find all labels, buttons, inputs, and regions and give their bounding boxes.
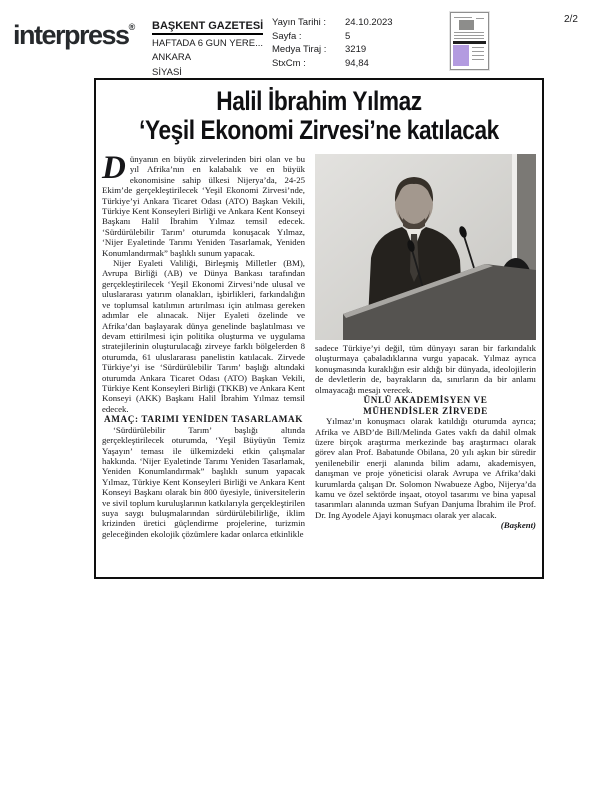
thumbnail-text-line: [454, 35, 484, 36]
thumbnail-text-line: [454, 32, 484, 33]
meta-value: 24.10.2023: [345, 17, 393, 28]
meta-label: StxCm :: [272, 57, 306, 69]
article-column-right: [315, 154, 536, 539]
subheading-unlu-line2: MÜHENDİSLER ZİRVEDE: [363, 405, 488, 416]
thumbnail-text-line: [454, 17, 472, 18]
thumbnail-highlight-region: [453, 45, 469, 66]
publication-city: ANKARA: [152, 52, 192, 64]
meta-row-circulation: [272, 44, 432, 58]
drop-cap: D: [102, 150, 126, 186]
meta-value: 3219: [345, 44, 367, 56]
source-credit: (Başkent): [500, 520, 536, 531]
headline-line-2: ‘Yeşil Ekonomi Zirvesi’ne katılacak: [139, 115, 499, 145]
thumbnail-text-line: [472, 47, 484, 48]
meta-row-stxcm: [272, 58, 432, 72]
article-headline: [102, 87, 536, 145]
source-info-block: [152, 16, 274, 78]
subheading-amac: AMAÇ: TARIMI YENİDEN TASARLAMAK: [103, 414, 304, 425]
subheading-unlu: [315, 395, 536, 416]
meta-row-publish-date: [272, 17, 432, 31]
publication-category: SİYASİ: [152, 66, 182, 78]
publication-name: BAŞKENT GAZETESİ: [152, 20, 263, 35]
meta-label: Sayfa :: [272, 30, 302, 42]
thumbnail-divider-bar: [453, 41, 486, 44]
paragraph-5: [315, 416, 536, 531]
meta-label: Medya Tiraj :: [272, 44, 327, 56]
paragraph-lead: [102, 150, 305, 258]
paragraph-3: ‘Sürdürülebilir Tarım’ başlığı altında gerçekleştirilecek oturumda, ‘Yeşil Büyüyün Temiz Yaşayın’ teması ile ülkemizdeki etkin çalışmalar hakkında. ‘Nijer Eyaletinde Tarımı Yeniden Tasarlamak, Yeniden Konumlandırmak” başlıklı sunum yapacak Yılmaz, Türkiye Kent Konseyleri Birliği ve Ankara Kent Konseyi Başkanı olarak bin 800 üyesiyle, üniversitelerin ve sivil toplum kuruluşlarının katkılarıyla gerçekleştirilen suya saygı buluşmalarından sürdürülebilirliğe, iklim krizinden üretici güçlendirme projelerine, turizmin geleceğinden ekolojik çözümlere kadar onlarca etkinlikle: [102, 424, 306, 539]
meta-row-page: [272, 31, 432, 45]
page-indicator: 2/2: [564, 14, 578, 25]
thumbnail-photo-block: [459, 20, 474, 30]
interpress-logo: [13, 20, 135, 51]
paragraph-2: Nijer Eyaleti Valiliği, Birleşmiş Milletler (BM), Avrupa Birliği (AB) ve Dünya Bankası tarafından gerçekleştirilecek ‘Yeşil Ekonomi Zirvesi’nde ulusal ve uluslararası yatırım olanakları, işbirlikleri, farkındalığın ve toplumsal katılımın artırılması için atılması gereken adımlar ele alınacak. Nijer Eyaleti özelinde ve Afrika’dan başlayarak dünya genelinde başlatılması ve devam ettirilmesi için politika oluşturma ve uygulama stratejilerinin oluşturulacağı zirveye farklı bölgelerden 8 oturumda, 61 uluslararası panelistin katılacak. Zirvede Türkiye’yi ise ‘Sürdürülebilir Tarım’ başlığı altındaki oturumda Ankara Ticaret Odası (ATO) Başkan Vekili, Türkiye Kent Konseyleri Birliği (TKKB) ve Ankara Kent Konseyi (AKK) Başkanı Halil İbrahim Yılmaz temsil edecek.: [102, 258, 305, 414]
article-columns: [102, 150, 536, 539]
thumbnail-text-line: [454, 38, 484, 39]
page-thumbnail: [450, 12, 489, 70]
article-frame: [94, 78, 544, 579]
interpress-logo-text: interpress: [13, 20, 129, 50]
clipping-meta-block: [272, 17, 432, 71]
thumbnail-text-line: [472, 55, 484, 56]
paragraph-lead-text: ünyanın en büyük zirvelerinden biri olan ve bu yıl Afrika’nın en kalabalık ve en büyük ekonomisine sahip ülkesi Nijerya’da, 24-25 Ekim’de gerçekleştirilecek ‘Yeşil Ekonomi Zirvesi’nde, Türkiye’yi Ankara Ticaret Odası (ATO) Başkan Vekili, Türkiye Kent Konseyleri Birliği ve Ankara Kent Konseyi Başkanı Halil İbrahim Yılmaz temsil edecek. ‘Sürdürülebilir Tarım’ oturumda konuşacak Yılmaz, ‘Nijer Eyaletinde Tarımı Yeniden Tasarlamak, Yeniden Konumlandırmak” başlıklı sunum yapacak.: [102, 154, 305, 258]
publication-frequency: HAFTADA 6 GUN YERE...: [152, 38, 264, 50]
thumbnail-text-line: [472, 59, 484, 60]
paragraph-5-text: Yılmaz’ın konuşmacı olarak katıldığı oturumda ayrıca; Afrika ve ABD’de Bill/Melinda Gates vakfı da dahil olmak üzere birçok araştırma merkezinde baş araştırmacı olarak görev alan Prof. Babatunde Obilana, 20 yılı aşkın bir süredir yenilenebilir enerji alanında bilim adamı, akademisyen, danışman ve proje yöneticisi olarak Avrupa ve Afrika’daki kurumlarda çalışan Dr. Solomon Nwabueze Agbo, Nijerya’da kamu ve özel sektörde inşaat, otoyol tasarımı ve bina yapısal tasarımları alanında uzman Sufyan Danjuma İbrahim ile Prof. Dr. Ing Ayodele Ajayi konuşmacı olarak yer alacak.: [315, 416, 536, 520]
meta-label: Yayın Tarihi :: [272, 17, 327, 28]
paragraph-4: sadece Türkiye’yi değil, tüm dünyayı saran bir farkındalık oluşturmaya çabaladıklarına vurgu yapacak. Yılmaz ayrıca konuşmasında kuraklığın esir aldığı bir dünyada, ideolojilerin de devletlerin de, bayrakların da, sınırların da bir anlamı olmayacağı mesajı verecek.: [315, 343, 536, 395]
meta-value: 5: [345, 30, 351, 42]
article-photo-speaker-at-podium: [315, 154, 536, 340]
meta-value: 94,84: [345, 57, 369, 69]
registered-trademark-icon: ®: [128, 22, 136, 32]
subheading-unlu-line1: ÜNLÜ AKADEMİSYEN VE: [363, 395, 488, 406]
thumbnail-text-line: [476, 18, 484, 19]
headline-line-1: Halil İbrahim Yılmaz: [216, 86, 422, 116]
thumbnail-text-line: [472, 51, 484, 52]
article-column-left: [102, 150, 306, 539]
